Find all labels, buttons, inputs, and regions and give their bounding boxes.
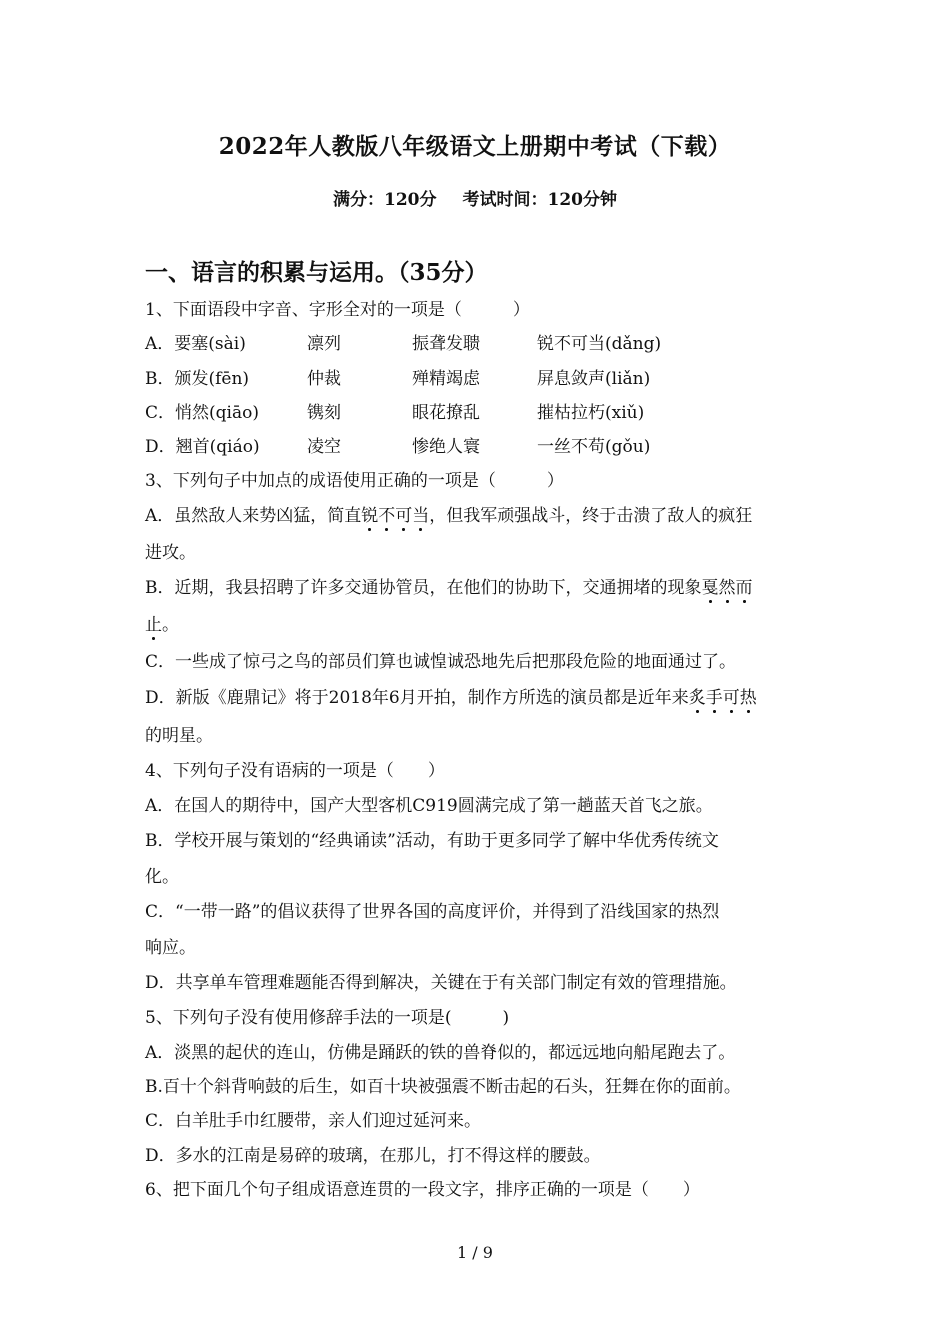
text: A．虽然敌人来势凶猛，简直 <box>145 506 362 526</box>
question-6-stem: 6、把下面几个句子组成语意连贯的一段文字，排序正确的一项是（ ） <box>145 1180 700 1200</box>
question-3-option-b-cont <box>145 610 179 635</box>
option-cell: 惨绝人寰 <box>412 437 480 457</box>
emphasized-idiom: 炙手可热 <box>689 688 757 714</box>
option-cell: 一丝不苟(gǒu) <box>537 437 651 457</box>
option-cell: A．要塞(sài) <box>145 334 246 354</box>
text: ，但我军顽强战斗，终于击溃了敌人的疯狂 <box>429 506 753 526</box>
question-5-line: D．多水的江南是易碎的玻璃，在那儿，打不得这样的腰鼓。 <box>145 1146 601 1166</box>
option-cell: 屏息敛声(liǎn) <box>537 369 651 389</box>
question-4-line: B．学校开展与策划的“经典诵读”活动，有助于更多同学了解中华优秀传统文 <box>145 831 719 851</box>
option-cell: 凛列 <box>307 334 341 354</box>
idiom: 诚惶诚恐 <box>413 652 482 672</box>
option-cell: 殚精竭虑 <box>412 369 480 389</box>
text: C．一些成了惊弓之鸟的部员们算也 <box>145 652 414 672</box>
option-cell: D．翘首(qiáo) <box>145 437 260 457</box>
exam-time: 考试时间：120分钟 <box>462 190 617 210</box>
question-3-option-d-cont: 的明星。 <box>145 726 213 746</box>
question-5-stem: 5、下列句子没有使用修辞手法的一项是( ) <box>145 1008 510 1028</box>
option-cell: 锐不可当(dǎng) <box>537 334 662 354</box>
question-3-stem: 3、下列句子中加点的成语使用正确的一项是（ ） <box>145 471 564 491</box>
option-cell: 仲裁 <box>307 369 341 389</box>
page-number: 1 / 9 <box>457 1243 493 1262</box>
question-3-option-a <box>145 501 752 526</box>
text: 。 <box>162 615 179 635</box>
question-4-line: 响应。 <box>145 938 196 958</box>
emphasized-idiom: 锐不可当 <box>361 506 429 532</box>
option-cell: 眼花撩乱 <box>412 403 480 423</box>
full-score: 满分：120分 <box>333 190 437 210</box>
text: D．新版《鹿鼎记》将于2018年6月开拍，制作方所选的演员都是近年来 <box>145 688 689 708</box>
question-3-option-b <box>145 573 753 598</box>
question-3-option-a-cont: 进攻。 <box>145 543 196 563</box>
question-3-option-d <box>145 683 757 708</box>
option-cell: C．悄然(qiāo) <box>145 403 259 423</box>
exam-meta <box>0 185 950 210</box>
option-cell: 振聋发聩 <box>412 334 480 354</box>
question-4-line: D．共享单车管理难题能否得到解决，关键在于有关部门制定有效的管理措施。 <box>145 973 737 993</box>
emphasized-idiom: 止 <box>145 615 162 641</box>
question-5-line: B.百十个斜背响鼓的后生，如百十块被强震不断击起的石头，狂舞在你的面前。 <box>145 1077 741 1097</box>
emphasized-idiom: 戛然而 <box>702 578 753 604</box>
question-4-line: 化。 <box>145 867 179 887</box>
question-3-option-c <box>145 647 736 672</box>
section-heading: 一、语言的积累与运用。（35分） <box>145 259 488 286</box>
page-title: 2022年人教版八年级语文上册期中考试（下载） <box>218 133 732 160</box>
question-5-line: A．淡黑的起伏的连山，仿佛是踊跃的铁的兽脊似的，都远远地向船尾跑去了。 <box>145 1043 736 1063</box>
text: B．近期，我县招聘了许多交通协管员，在他们的协助下，交通拥堵的现象 <box>145 578 702 598</box>
question-4-line: C．“一带一路”的倡议获得了世界各国的高度评价，并得到了沿线国家的热烈 <box>145 902 720 922</box>
option-cell: 凌空 <box>307 437 341 457</box>
option-cell: B．颁发(fēn) <box>145 369 250 389</box>
option-cell: 镌刻 <box>307 403 341 423</box>
question-1-stem: 1、下面语段中字音、字形全对的一项是（ ） <box>145 300 530 320</box>
text: 地先后把那段危险的地面通过了。 <box>481 652 737 672</box>
question-5-line: C．白羊肚手巾红腰带，亲人们迎过延河来。 <box>145 1111 482 1131</box>
question-4-line: A．在国人的期待中，国产大型客机C919圆满完成了第一趟蓝天首飞之旅。 <box>145 796 713 816</box>
question-4-stem: 4、下列句子没有语病的一项是（ ） <box>145 761 445 781</box>
option-cell: 摧枯拉朽(xiǔ) <box>537 403 645 423</box>
